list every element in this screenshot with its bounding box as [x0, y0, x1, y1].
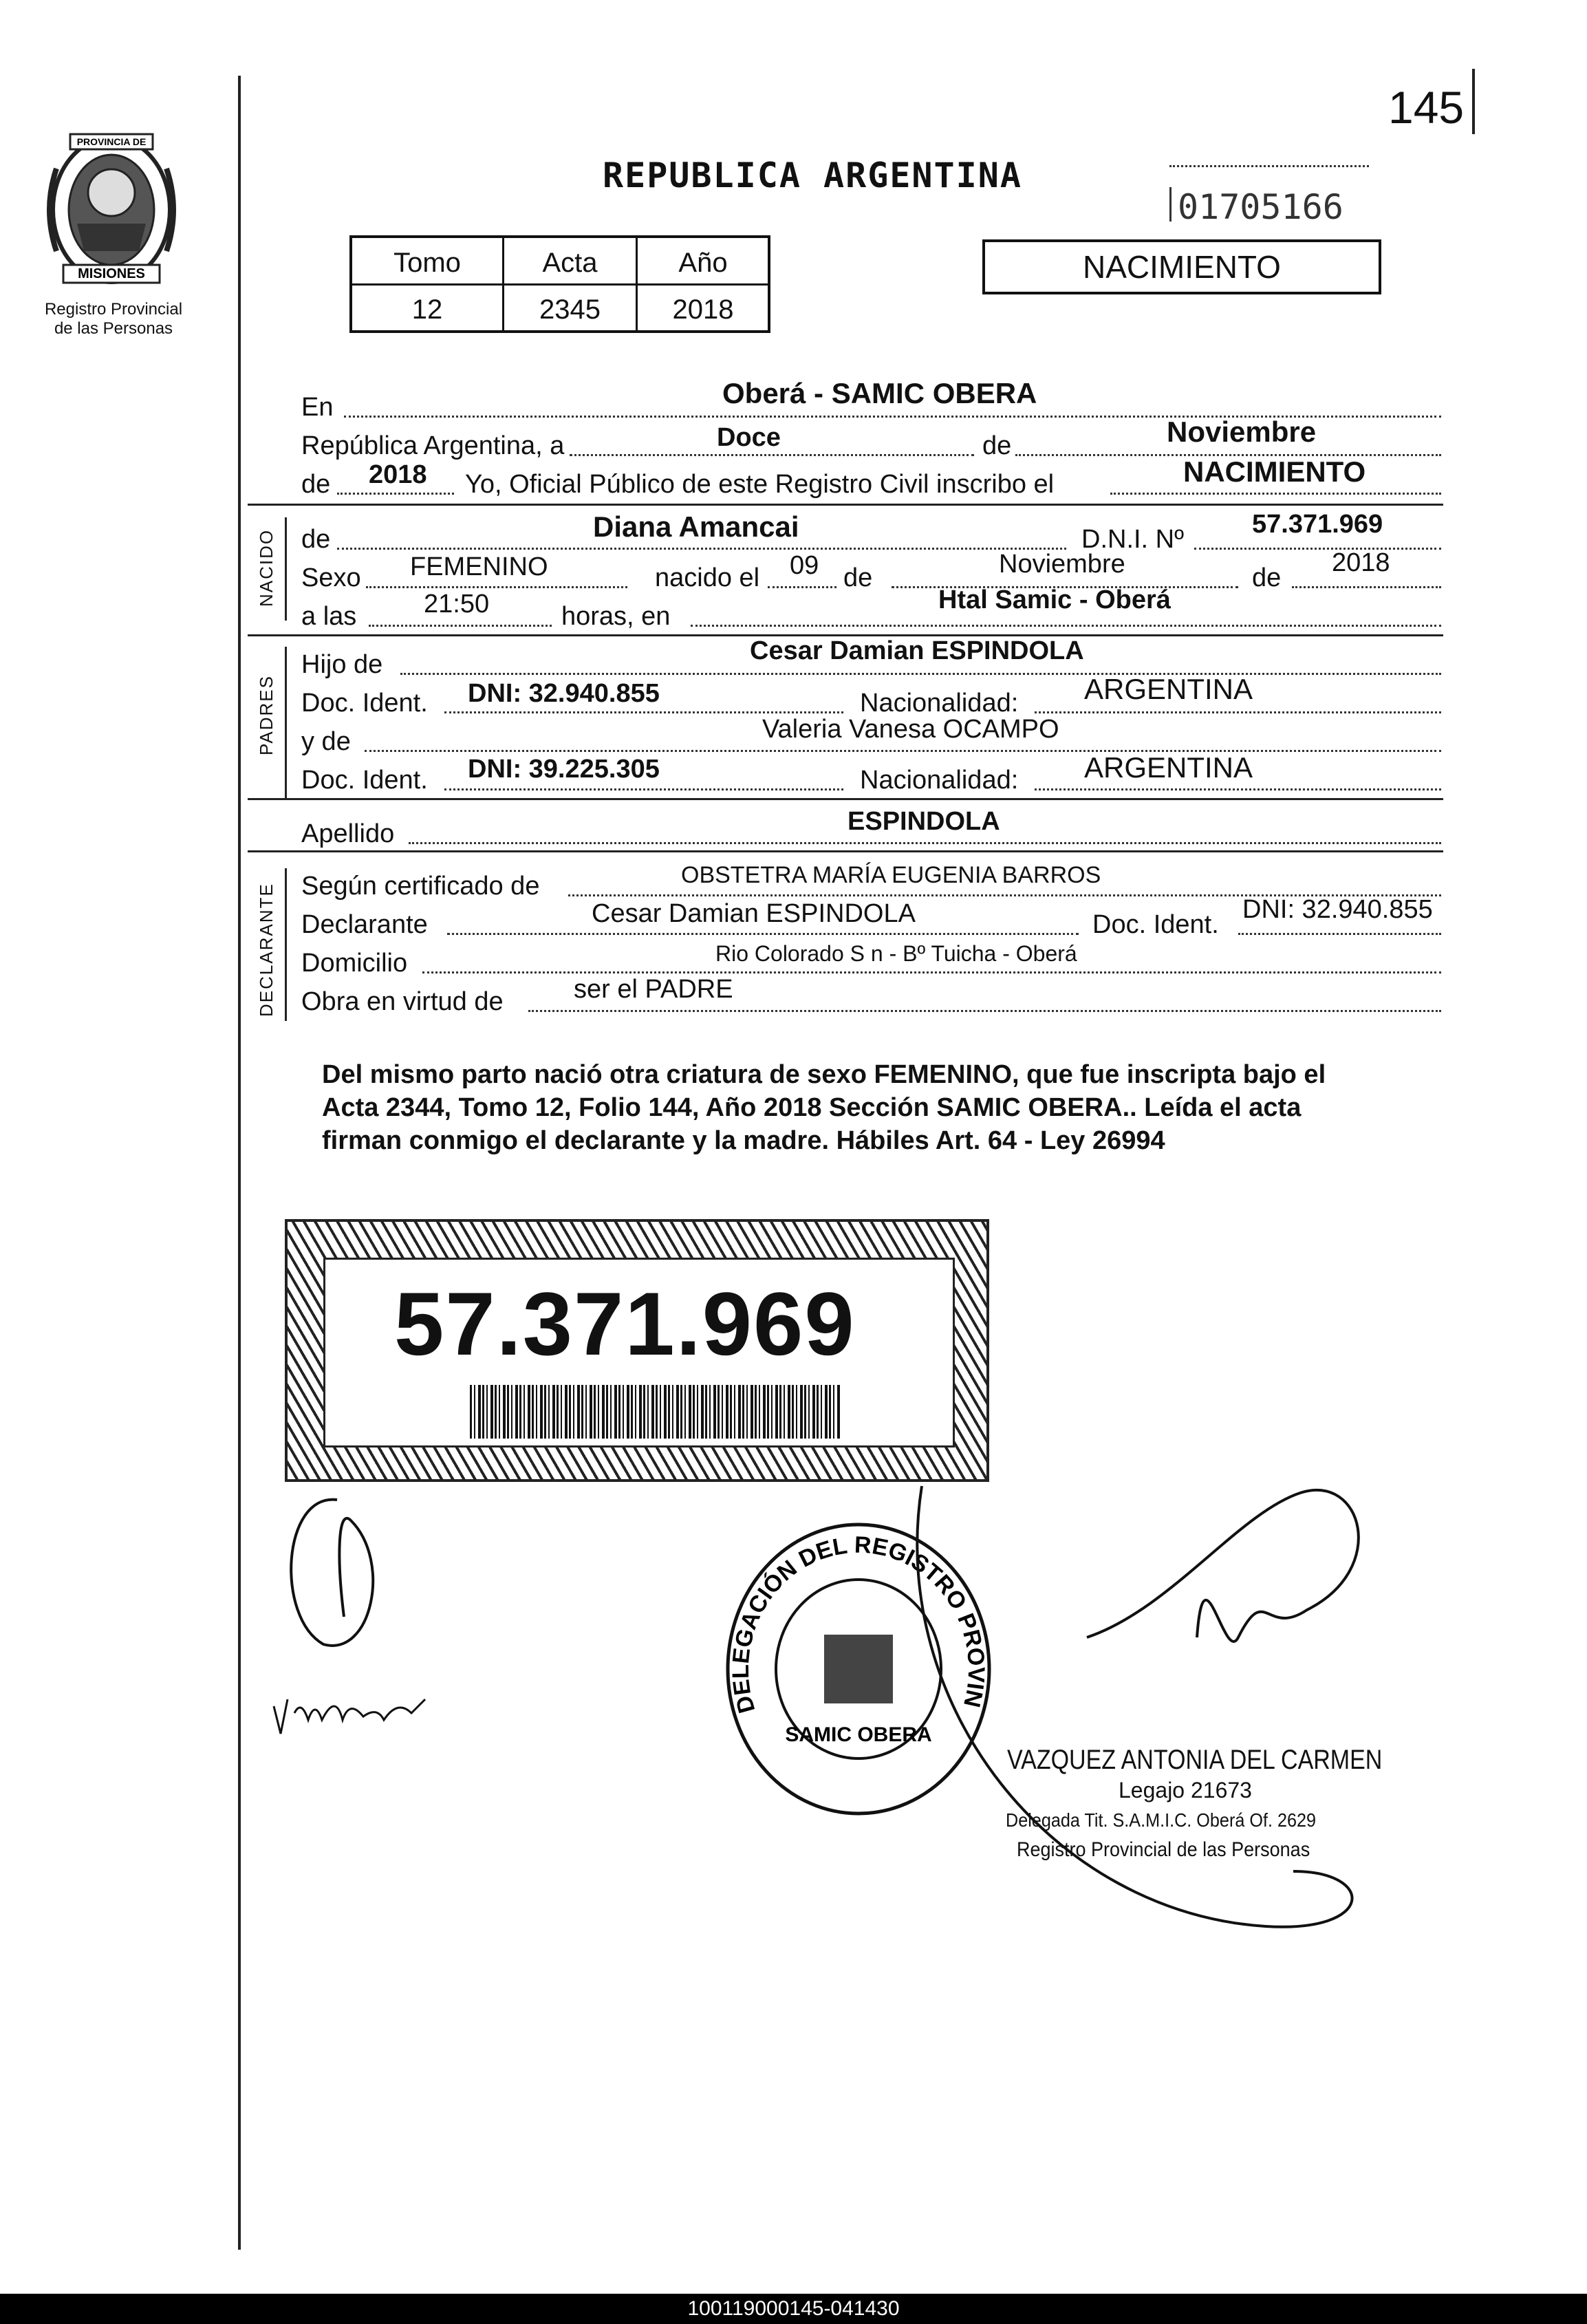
label-apellido: Apellido [301, 819, 395, 848]
table-header-tomo: Tomo [393, 248, 461, 278]
dots-mother-doc [444, 788, 843, 790]
side-label-declarante: DECLARANTE [256, 883, 277, 1017]
seal-outer-text: DELEGACIÓN DEL REGISTRO PROVIN [727, 1531, 990, 1717]
dots-declarant [447, 933, 1079, 935]
label-republica: República Argentina, a [301, 431, 565, 460]
field-father-doc: DNI: 32.940.855 [468, 679, 660, 708]
label-de-year: de [301, 470, 331, 499]
divider-1 [248, 504, 1443, 506]
label-hijo: Hijo de [301, 650, 383, 679]
label-declarante: Declarante [301, 910, 428, 939]
side-bar-declarante [285, 868, 287, 1021]
side-label-padres: PADRES [256, 675, 277, 755]
mother-signature-mark [268, 1479, 406, 1658]
divider-4 [248, 850, 1443, 852]
note-line1: Del mismo parto nació otra criatura de sexo FEMENINO, que fue inscripta bajo el [322, 1060, 1326, 1089]
field-declarant: Cesar Damian ESPINDOLA [592, 899, 916, 928]
label-nac1: Nacionalidad: [860, 689, 1019, 718]
official-signature [881, 1431, 1431, 1968]
field-surname: ESPINDOLA [848, 807, 1000, 836]
label-doc1: Doc. Ident. [301, 689, 428, 718]
field-father: Cesar Damian ESPINDOLA [750, 636, 1084, 665]
label-de-month: de [982, 431, 1012, 460]
dots-father-nat [1035, 711, 1441, 713]
dots-year [337, 493, 454, 495]
label-dni: D.N.I. Nº [1081, 525, 1184, 554]
field-declarant-doc: DNI: 32.940.855 [1242, 895, 1433, 924]
seal-inner-text: SAMIC OBERA [785, 1723, 932, 1746]
field-mother: Valeria Vanesa OCAMPO [762, 715, 1059, 744]
field-birth-day: 09 [790, 551, 819, 580]
note-line2: Acta 2344, Tomo 12, Folio 144, Año 2018 Sección SAMIC OBERA.. Leída el acta [322, 1093, 1302, 1122]
record-table [349, 235, 770, 333]
label-obra: Obra en virtud de [301, 987, 504, 1016]
official-role: Delegada Tit. S.A.M.I.C. Oberá Of. 2629 [1006, 1809, 1317, 1831]
serial-mark [1169, 165, 1369, 169]
dots-father-doc [444, 711, 843, 713]
label-domicilio: Domicilio [301, 949, 408, 978]
field-birth-year: 2018 [1332, 548, 1390, 577]
mother-signature [267, 1679, 432, 1741]
label-sexo: Sexo [301, 563, 361, 592]
dots-address [422, 971, 1441, 973]
serial-bracket [1169, 187, 1172, 222]
field-address: Rio Colorado S n - Bº Tuicha - Oberá [715, 941, 1077, 966]
dots-hospital [691, 625, 1441, 627]
label-doc2: Doc. Ident. [301, 766, 428, 795]
dots-act [1110, 493, 1441, 495]
province-seal [36, 127, 187, 292]
table-value-tomo: 12 [411, 294, 443, 325]
seal-bottom-text: MISIONES [78, 266, 145, 281]
dots-declarant-doc [1238, 933, 1441, 935]
dots-mother [365, 750, 1441, 752]
label-nac2: Nacionalidad: [860, 766, 1019, 795]
seal-top-text: PROVINCIA DE [76, 136, 147, 147]
field-mother-doc: DNI: 39.225.305 [468, 755, 660, 784]
act-type-label: NACIMIENTO [1083, 249, 1281, 285]
side-bar-nacido [285, 517, 287, 621]
serial-number: 01705166 [1178, 187, 1343, 227]
dots-time [369, 625, 552, 627]
label-nacido: nacido el [655, 563, 760, 592]
registry-name [21, 300, 206, 338]
label-de-name: de [301, 525, 331, 554]
margin-line [238, 76, 241, 2250]
id-sticker-inner [323, 1258, 955, 1448]
corner-mark [1472, 69, 1475, 134]
footer-code: 100119000145-041430 [687, 2297, 900, 2320]
field-hospital: Htal Samic - Oberá [938, 585, 1171, 614]
official-office: Registro Provincial de las Personas [1017, 1838, 1310, 1861]
table-header-ano: Año [678, 248, 728, 278]
label-alas: a las [301, 602, 357, 631]
field-sex: FEMENINO [410, 552, 548, 581]
label-doc-declarant: Doc. Ident. [1092, 910, 1219, 939]
field-year: 2018 [369, 460, 427, 489]
field-place: Oberá - SAMIC OBERA [722, 377, 1037, 409]
act-type-box [982, 239, 1381, 294]
label-en: En [301, 393, 334, 422]
field-reason: ser el PADRE [574, 975, 733, 1004]
dots-dni [1194, 548, 1441, 550]
label-de-byear: de [1252, 563, 1282, 592]
dots-byear [1292, 586, 1441, 588]
label-horas: horas, en [561, 602, 671, 631]
label-yde: y de [301, 727, 351, 756]
field-mother-nat: ARGENTINA [1084, 751, 1253, 784]
label-de-bmonth: de [843, 563, 873, 592]
label-segun: Según certificado de [301, 872, 540, 901]
label-yo: Yo, Oficial Público de este Registro Civil inscribo el [465, 470, 1055, 499]
country-title: REPUBLICA ARGENTINA [603, 155, 1022, 195]
field-father-nat: ARGENTINA [1084, 673, 1253, 705]
field-month-text: Noviembre [1167, 416, 1317, 448]
dots-sex [366, 586, 627, 588]
official-legajo: Legajo 21673 [1119, 1778, 1252, 1803]
dots-day [570, 454, 974, 456]
dots-name [337, 548, 1066, 550]
dots-reason [528, 1010, 1441, 1012]
field-day-text: Doce [717, 423, 781, 452]
official-name: VAZQUEZ ANTONIA DEL CARMEN [1007, 1745, 1383, 1775]
field-act-type: NACIMIENTO [1183, 455, 1366, 488]
dots-surname [409, 842, 1441, 844]
registry-line2: de las Personas [54, 319, 173, 338]
footer-bar [0, 2294, 1587, 2324]
field-name: Diana Amancai [593, 510, 799, 543]
page-number: 145 [1388, 82, 1465, 133]
side-label-nacido: NACIDO [256, 528, 277, 607]
dots-mother-nat [1035, 788, 1441, 790]
table-header-acta: Acta [542, 248, 598, 278]
divider-3 [248, 798, 1443, 800]
field-time: 21:50 [424, 590, 490, 618]
dots-bday [768, 586, 836, 588]
id-barcode [470, 1385, 841, 1439]
note-line3: firman conmigo el declarante y la madre. Hábiles Art. 64 - Ley 26994 [322, 1126, 1165, 1155]
table-value-acta: 2345 [539, 294, 601, 325]
registry-line1: Registro Provincial [44, 300, 183, 319]
id-number: 57.371.969 [394, 1273, 856, 1374]
field-dni: 57.371.969 [1252, 510, 1383, 539]
table-value-ano: 2018 [672, 294, 734, 325]
side-bar-padres [285, 647, 287, 799]
field-birth-month: Noviembre [999, 550, 1125, 579]
field-certificate: OBSTETRA MARÍA EUGENIA BARROS [681, 862, 1101, 888]
dots-father [400, 673, 1441, 675]
